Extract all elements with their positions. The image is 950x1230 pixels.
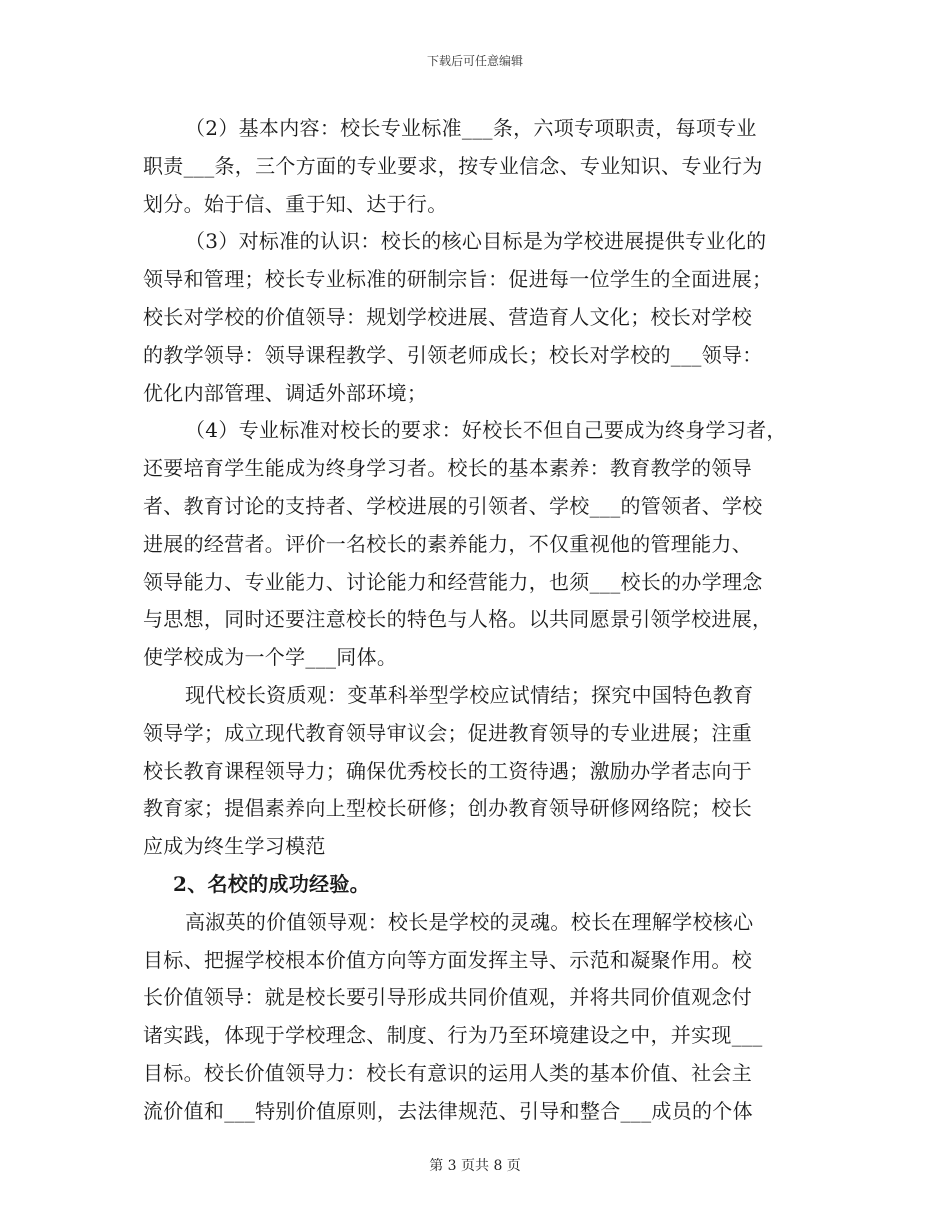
text-line: 校长教育课程领导力；确保优秀校长的工资待遇；激励办学者志向于 (143, 758, 752, 783)
text-line: 进展的经营者。评价一名校长的素养能力，不仅重视他的管理能力、 (143, 531, 752, 556)
text-line: 目标、把握学校根本价值方向等方面发挥主导、示范和凝聚作用。校 (143, 947, 752, 972)
section-heading: 2、名校的成功经验。 (173, 871, 370, 896)
text-line: 目标。校长价值领导力：校长有意识的运用人类的基本价值、社会主 (143, 1060, 752, 1085)
text-line: 现代校长资质观：变革科举型学校应试情结；探究中国特色教育 (185, 682, 754, 707)
text-line: 高淑英的价值领导观：校长是学校的灵魂。校长在理解学校核心 (185, 909, 754, 934)
text-line: 使学校成为一个学___同体。 (143, 645, 398, 670)
text-line: 领导能力、专业能力、讨论能力和经营能力，也须___校长的办学理念 (143, 569, 763, 594)
text-line: 应成为终生学习模范 (143, 834, 326, 859)
text-line: （2）基本内容：校长专业标准___条，六项专项职责，每项专业 (185, 116, 757, 140)
text-line: 与思想，同时还要注意校长的特色与人格。以共同愿景引领学校进展， (143, 607, 773, 632)
text-line: （3）对标准的认识：校长的核心目标是为学校进展提供专业化的 (185, 229, 767, 254)
text-line: 还要培育学生能成为终身学习者。校长的基本素养：教育教学的领导 (143, 456, 752, 481)
text-line: 领导和管理；校长专业标准的研制宗旨：促进每一位学生的全面进展； (143, 267, 773, 292)
text-line: 流价值和___特别价值原则，去法律规范、引导和整合___成员的个体 (143, 1098, 753, 1123)
text-line: 职责___条，三个方面的专业要求，按专业信念、专业知识、专业行为 (143, 153, 763, 178)
text-line: 者、教育讨论的支持者、学校进展的引领者、学校___的管领者、学校 (143, 493, 763, 518)
text-line: 优化内部管理、调适外部环境； (143, 380, 428, 405)
text-line: （4）专业标准对校长的要求：好校长不但自己要成为终身学习者， (185, 418, 787, 443)
text-line: 教育家；提倡素养向上型校长研修；创办教育领导研修网络院；校长 (143, 796, 752, 821)
page-footer: 第 3 页共 8 页 (429, 1158, 521, 1174)
page-header: 下载后可任意编辑 (426, 54, 523, 68)
text-line: 长价值领导：就是校长要引导形成共同价值观，并将共同价值观念付 (143, 985, 752, 1010)
text-line: 划分。始于信、重于知、达于行。 (143, 191, 448, 216)
text-line: 校长对学校的价值领导：规划学校进展、营造育人文化；校长对学校 (143, 304, 752, 329)
document-body (143, 110, 823, 1131)
text-line: 的教学领导：领导课程教学、引领老师成长；校长对学校的___领导： (143, 342, 763, 367)
text-line: 领导学；成立现代教育领导审议会；促进教育领导的专业进展；注重 (143, 720, 752, 745)
text-line: 诸实践，体现于学校理念、制度、行为乃至环境建设之中，并实现___ (143, 1023, 763, 1048)
